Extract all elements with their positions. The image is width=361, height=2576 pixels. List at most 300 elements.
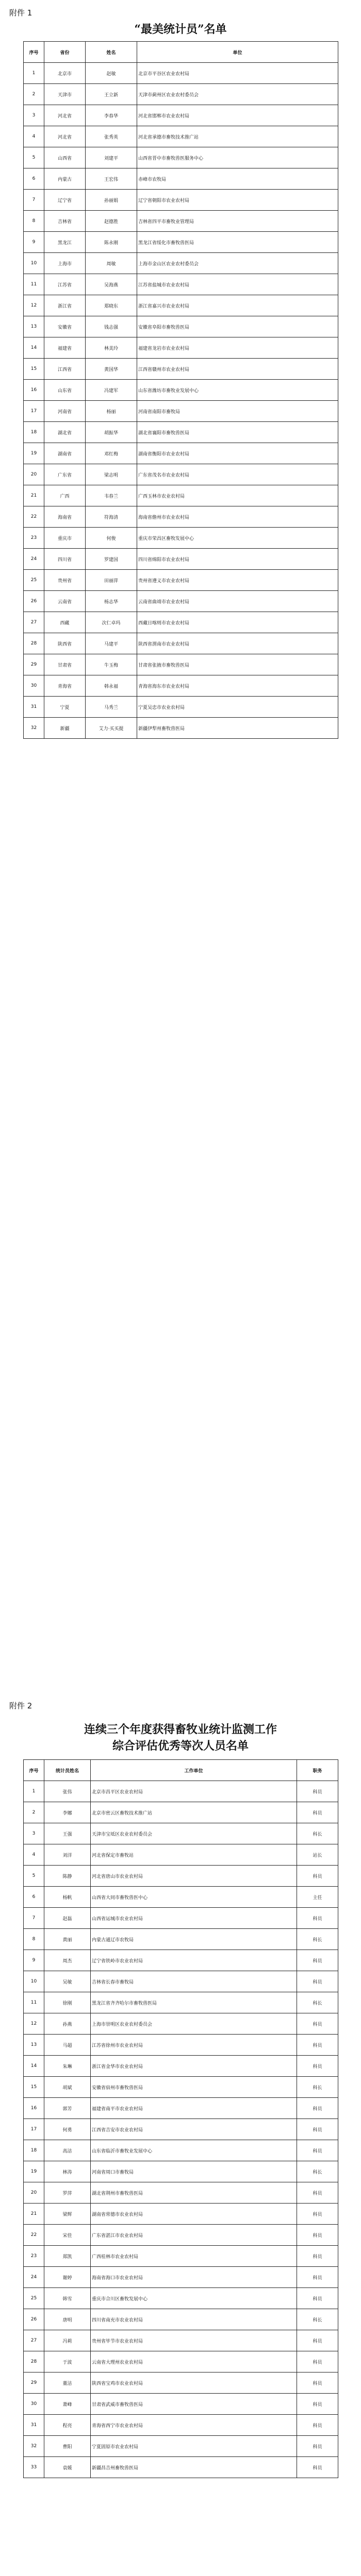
table-cell: 青海省西宁市农业农村局 xyxy=(91,2415,297,2436)
table-cell: 山西省晋中市畜牧兽医服务中心 xyxy=(137,147,338,168)
table-cell: 河北省 xyxy=(44,126,86,147)
table-cell: 于波 xyxy=(44,2351,91,2372)
table-cell: 33 xyxy=(24,2457,44,2478)
table-cell: 新疆伊犁州畜牧兽医局 xyxy=(137,718,338,739)
table-cell: 9 xyxy=(24,1950,44,1971)
table-cell: 陕西省宝鸡市农业农村局 xyxy=(91,2372,297,2394)
table-row xyxy=(24,2267,338,2288)
table-row xyxy=(24,2415,338,2436)
table-cell: 周敏 xyxy=(86,253,137,274)
table-cell: 3 xyxy=(24,1823,44,1844)
table-cell: 宁夏固原市农业农村局 xyxy=(91,2436,297,2457)
table-cell: 内蒙古通辽市农牧局 xyxy=(91,1929,297,1950)
table-cell: 23 xyxy=(24,528,44,549)
table-row xyxy=(24,485,338,506)
table-cell: 1 xyxy=(24,63,44,84)
table-cell: 北京市昌平区农业农村局 xyxy=(91,1781,297,1802)
table-cell: 梁辉 xyxy=(44,2204,91,2225)
table-cell: 陈永刚 xyxy=(86,232,137,253)
table-cell: 河北省承德市畜牧技术推广站 xyxy=(137,126,338,147)
table-cell: 西藏日喀则市农业农村局 xyxy=(137,612,338,633)
table-cell: 广西桂林市农业农村局 xyxy=(91,2246,297,2267)
table-row xyxy=(24,2204,338,2225)
table-cell: 科员 xyxy=(297,2098,338,2119)
annex2-header-cell: 序号 xyxy=(24,1760,44,1781)
table-row xyxy=(24,2394,338,2415)
table-row xyxy=(24,2372,338,2394)
table-row xyxy=(24,401,338,422)
table-cell: 程亮 xyxy=(44,2415,91,2436)
table-row xyxy=(24,2035,338,2056)
table-row xyxy=(24,2056,338,2077)
table-cell: 科员 xyxy=(297,2351,338,2372)
table-cell: 杨丽 xyxy=(86,401,137,422)
table-cell: 刘洋 xyxy=(44,1844,91,1866)
table-cell: 28 xyxy=(24,2351,44,2372)
table-cell: 曹阳 xyxy=(44,2436,91,2457)
table-cell: 李娜 xyxy=(44,1802,91,1823)
table-cell: 赵德胜 xyxy=(86,211,137,232)
table-cell: 科员 xyxy=(297,1971,338,1992)
table-row xyxy=(24,147,338,168)
table-row xyxy=(24,295,338,316)
table-cell: 邓红梅 xyxy=(86,443,137,464)
table-cell: 北京市平谷区农业农村局 xyxy=(137,63,338,84)
table-cell: 四川省 xyxy=(44,549,86,570)
table-row xyxy=(24,549,338,570)
table-cell: 冯建军 xyxy=(86,380,137,401)
table-cell: 董洁 xyxy=(44,2372,91,2394)
table-cell: 艾力·买买提 xyxy=(86,718,137,739)
table-cell: 江西省赣州市农业农村局 xyxy=(137,359,338,380)
table-cell: 科员 xyxy=(297,2372,338,2394)
table-cell: 陈静 xyxy=(44,1866,91,1887)
table-cell: 主任 xyxy=(297,1887,338,1908)
table-cell: 25 xyxy=(24,2288,44,2309)
table-cell: 吉林省 xyxy=(44,211,86,232)
table-cell: 科员 xyxy=(297,2204,338,2225)
table-cell: 科员 xyxy=(297,2119,338,2140)
table-cell: 科长 xyxy=(297,2161,338,2182)
annex2-label: 附件 2 xyxy=(9,1701,32,1710)
table-cell: 湖南省衡阳市农业农村局 xyxy=(137,443,338,464)
table-cell: 吴海燕 xyxy=(86,274,137,295)
table-cell: 科长 xyxy=(297,2309,338,2330)
table-cell: 赵敏 xyxy=(86,63,137,84)
table-cell: 新疆 xyxy=(44,718,86,739)
table-cell: 科员 xyxy=(297,1802,338,1823)
annex1-header-cell: 姓名 xyxy=(86,42,137,63)
annex1-header-cell: 单位 xyxy=(137,42,338,63)
annex1-header-cell: 序号 xyxy=(24,42,44,63)
table-cell: 符海清 xyxy=(86,506,137,528)
table-cell: 北京市密云区畜牧技术推广站 xyxy=(91,1802,297,1823)
table-cell: 浙江省嘉兴市农业农村局 xyxy=(137,295,338,316)
table-cell: 新疆昌吉州畜牧兽医局 xyxy=(91,2457,297,2478)
table-row xyxy=(24,1887,338,1908)
table-cell: 19 xyxy=(24,443,44,464)
table-cell: 杨帆 xyxy=(44,1887,91,1908)
table-cell: 河南省周口市畜牧局 xyxy=(91,2161,297,2182)
table-row xyxy=(24,2140,338,2161)
table-cell: 10 xyxy=(24,1971,44,1992)
table-cell: 18 xyxy=(24,422,44,443)
table-cell: 科员 xyxy=(297,2394,338,2415)
table-cell: 湖南省 xyxy=(44,443,86,464)
annex2-header-cell: 统计员姓名 xyxy=(44,1760,91,1781)
table-row xyxy=(24,654,338,675)
table-cell: 黄国华 xyxy=(86,359,137,380)
table-row xyxy=(24,316,338,337)
table-cell: 河南省南阳市畜牧局 xyxy=(137,401,338,422)
table-cell: 26 xyxy=(24,2309,44,2330)
table-cell: 25 xyxy=(24,570,44,591)
table-cell: 杨志华 xyxy=(86,591,137,612)
table-cell: 8 xyxy=(24,211,44,232)
table-cell: 西藏 xyxy=(44,612,86,633)
table-cell: 安徽省 xyxy=(44,316,86,337)
table-cell: 钱志强 xyxy=(86,316,137,337)
table-row xyxy=(24,2246,338,2267)
table-row xyxy=(24,443,338,464)
table-cell: 9 xyxy=(24,232,44,253)
table-cell: 河北省唐山市农业农村局 xyxy=(91,1866,297,1887)
table-cell: 黄丽 xyxy=(44,1929,91,1950)
table-cell: 安徽省阜阳市畜牧兽医局 xyxy=(137,316,338,337)
table-row xyxy=(24,1908,338,1929)
table-row xyxy=(24,2013,338,2035)
table-cell: 海南省 xyxy=(44,506,86,528)
table-row xyxy=(24,675,338,697)
table-row xyxy=(24,232,338,253)
table-cell: 27 xyxy=(24,2330,44,2351)
table-row xyxy=(24,190,338,211)
table-row xyxy=(24,1971,338,1992)
table-row xyxy=(24,105,338,126)
table-row xyxy=(24,126,338,147)
table-cell: 四川省绵阳市农业农村局 xyxy=(137,549,338,570)
table-cell: 30 xyxy=(24,675,44,697)
table-cell: 湖北省襄阳市畜牧兽医局 xyxy=(137,422,338,443)
table-cell: 刘建平 xyxy=(86,147,137,168)
table-cell: 河北省保定市畜牧站 xyxy=(91,1844,297,1866)
annex2-title-line1: 连续三个年度获得畜牧业统计监测工作 xyxy=(84,1723,277,1736)
table-cell: 11 xyxy=(24,274,44,295)
table-row xyxy=(24,2119,338,2140)
table-cell: 朱琳 xyxy=(44,2056,91,2077)
table-cell: 重庆市 xyxy=(44,528,86,549)
table-cell: 青海省海东市农业农村局 xyxy=(137,675,338,697)
table-cell: 31 xyxy=(24,2415,44,2436)
table-row xyxy=(24,1823,338,1844)
table-cell: 16 xyxy=(24,380,44,401)
table-cell: 重庆市荣昌区畜牧发展中心 xyxy=(137,528,338,549)
table-cell: 天津市宝坻区农业农村委员会 xyxy=(91,1823,297,1844)
table-cell: 马超 xyxy=(44,2035,91,2056)
table-cell: 陕西省 xyxy=(44,633,86,654)
table-cell: 甘肃省张掖市畜牧兽医局 xyxy=(137,654,338,675)
table-cell: 山西省运城市农业农村局 xyxy=(91,1908,297,1929)
table-cell: 浙江省 xyxy=(44,295,86,316)
table-cell: 科员 xyxy=(297,2330,338,2351)
table-cell: 青海省 xyxy=(44,675,86,697)
table-row xyxy=(24,1866,338,1887)
table-cell: 何勇 xyxy=(44,2119,91,2140)
table-cell: 黑龙江省绥化市畜牧兽医局 xyxy=(137,232,338,253)
table-cell: 吴敏 xyxy=(44,1971,91,1992)
table-row xyxy=(24,1781,338,1802)
table-cell: 福建省 xyxy=(44,337,86,359)
table-cell: 站长 xyxy=(297,1844,338,1866)
table-cell: 科员 xyxy=(297,2267,338,2288)
table-cell: 19 xyxy=(24,2161,44,2182)
table-cell: 重庆市合川区畜牧发展中心 xyxy=(91,2288,297,2309)
table-row xyxy=(24,422,338,443)
table-cell: 唐明 xyxy=(44,2309,91,2330)
table-cell: 上海市金山区农业农村委员会 xyxy=(137,253,338,274)
table-cell: 12 xyxy=(24,295,44,316)
table-cell: 科员 xyxy=(297,1950,338,1971)
table-row xyxy=(24,1950,338,1971)
table-cell: 江西省 xyxy=(44,359,86,380)
table-cell: 辽宁省铁岭市农业农村局 xyxy=(91,1950,297,1971)
table-cell: 24 xyxy=(24,549,44,570)
table-row xyxy=(24,2436,338,2457)
table-cell: 科长 xyxy=(297,1823,338,1844)
table-cell: 王立新 xyxy=(86,84,137,105)
table-cell: 7 xyxy=(24,190,44,211)
table-cell: 海南省海口市农业农村局 xyxy=(91,2267,297,2288)
table-cell: 张伟 xyxy=(44,1781,91,1802)
table-cell: 32 xyxy=(24,718,44,739)
table-cell: 高洁 xyxy=(44,2140,91,2161)
table-cell: 天津市 xyxy=(44,84,86,105)
table-cell: 吉林省长春市畜牧局 xyxy=(91,1971,297,1992)
annex1-table xyxy=(23,41,338,739)
table-cell: 科员 xyxy=(297,2288,338,2309)
table-cell: 何俊 xyxy=(86,528,137,549)
table-row xyxy=(24,1929,338,1950)
annex2-header-cell: 工作单位 xyxy=(91,1760,297,1781)
table-cell: 林美玲 xyxy=(86,337,137,359)
table-cell: 科员 xyxy=(297,2140,338,2161)
table-cell: 郑晓东 xyxy=(86,295,137,316)
table-row xyxy=(24,2309,338,2330)
table-cell: 胡振华 xyxy=(86,422,137,443)
table-cell: 田丽萍 xyxy=(86,570,137,591)
table-row xyxy=(24,1802,338,1823)
table-cell: 甘肃省武威市畜牧兽医局 xyxy=(91,2394,297,2415)
table-cell: 11 xyxy=(24,1992,44,2013)
table-cell: 22 xyxy=(24,2225,44,2246)
table-cell: 26 xyxy=(24,591,44,612)
table-cell: 郭芳 xyxy=(44,2098,91,2119)
table-cell: 王强 xyxy=(44,1823,91,1844)
table-row xyxy=(24,528,338,549)
table-row xyxy=(24,380,338,401)
table-cell: 山东省 xyxy=(44,380,86,401)
table-cell: 河北省 xyxy=(44,105,86,126)
table-cell: 17 xyxy=(24,401,44,422)
table-cell: 山东省临沂市畜牧业发展中心 xyxy=(91,2140,297,2161)
table-cell: 安徽省宿州市畜牧兽医局 xyxy=(91,2077,297,2098)
table-cell: 梁志明 xyxy=(86,464,137,485)
annex1-title: “最美统计员”名单 xyxy=(134,23,227,36)
table-cell: 北京市 xyxy=(44,63,86,84)
table-cell: 谢婷 xyxy=(44,2267,91,2288)
table-cell: 31 xyxy=(24,697,44,718)
table-cell: 海南省儋州市农业农村局 xyxy=(137,506,338,528)
table-cell: 科员 xyxy=(297,2457,338,2478)
table-cell: 6 xyxy=(24,168,44,190)
table-cell: 湖北省荆州市畜牧兽医局 xyxy=(91,2182,297,2204)
table-cell: 福建省龙岩市农业农村局 xyxy=(137,337,338,359)
table-cell: 2 xyxy=(24,84,44,105)
table-cell: 7 xyxy=(24,1908,44,1929)
table-cell: 30 xyxy=(24,2394,44,2415)
table-cell: 27 xyxy=(24,612,44,633)
table-cell: 贵州省 xyxy=(44,570,86,591)
table-cell: 科员 xyxy=(297,2182,338,2204)
table-cell: 29 xyxy=(24,2372,44,2394)
table-cell: 贵州省遵义市农业农村局 xyxy=(137,570,338,591)
table-cell: 科员 xyxy=(297,2246,338,2267)
table-cell: 1 xyxy=(24,1781,44,1802)
table-cell: 3 xyxy=(24,105,44,126)
annex1-header-row xyxy=(24,42,338,63)
table-cell: 孙丽娟 xyxy=(86,190,137,211)
table-cell: 次仁卓玛 xyxy=(86,612,137,633)
table-row xyxy=(24,1992,338,2013)
table-cell: 宋佳 xyxy=(44,2225,91,2246)
table-cell: 科员 xyxy=(297,1908,338,1929)
table-cell: 广东省湛江市农业农村局 xyxy=(91,2225,297,2246)
table-row xyxy=(24,2225,338,2246)
table-cell: 王宏伟 xyxy=(86,168,137,190)
table-cell: 黑龙江 xyxy=(44,232,86,253)
table-cell: 8 xyxy=(24,1929,44,1950)
table-cell: 宁夏 xyxy=(44,697,86,718)
table-cell: 云南省大理州农业农村局 xyxy=(91,2351,297,2372)
table-cell: 科长 xyxy=(297,1929,338,1950)
table-cell: 广东省茂名市农业农村局 xyxy=(137,464,338,485)
table-cell: 福建省南平市农业农村局 xyxy=(91,2098,297,2119)
table-cell: 山西省 xyxy=(44,147,86,168)
table-cell: 赵磊 xyxy=(44,1908,91,1929)
table-cell: 4 xyxy=(24,1844,44,1866)
table-cell: 韩永福 xyxy=(86,675,137,697)
table-cell: 科员 xyxy=(297,2436,338,2457)
table-cell: 28 xyxy=(24,633,44,654)
table-cell: 黑龙江省齐齐哈尔市畜牧兽医局 xyxy=(91,1992,297,2013)
table-cell: 吉林省四平市畜牧业管理局 xyxy=(137,211,338,232)
table-cell: 韦春兰 xyxy=(86,485,137,506)
table-cell: 5 xyxy=(24,1866,44,1887)
table-cell: 河北省邯郸市农业农村局 xyxy=(137,105,338,126)
table-cell: 上海市 xyxy=(44,253,86,274)
table-cell: 广东省 xyxy=(44,464,86,485)
table-cell: 江苏省徐州市农业农村局 xyxy=(91,2035,297,2056)
table-cell: 牛玉梅 xyxy=(86,654,137,675)
table-cell: 湖北省 xyxy=(44,422,86,443)
table-row xyxy=(24,2077,338,2098)
table-cell: 李春华 xyxy=(86,105,137,126)
table-row xyxy=(24,2330,338,2351)
table-cell: 山东省潍坊市畜牧业发展中心 xyxy=(137,380,338,401)
table-cell: 甘肃省 xyxy=(44,654,86,675)
table-cell: 胡斌 xyxy=(44,2077,91,2098)
table-cell: 10 xyxy=(24,253,44,274)
annex1-header-cell: 省份 xyxy=(44,42,86,63)
table-cell: 13 xyxy=(24,316,44,337)
table-cell: 科员 xyxy=(297,2013,338,2035)
table-cell: 18 xyxy=(24,2140,44,2161)
table-cell: 科员 xyxy=(297,2225,338,2246)
table-cell: 贵州省毕节市农业农村局 xyxy=(91,2330,297,2351)
table-cell: 15 xyxy=(24,2077,44,2098)
table-cell: 5 xyxy=(24,147,44,168)
table-cell: 辽宁省朝阳市农业农村局 xyxy=(137,190,338,211)
table-cell: 赤峰市农牧局 xyxy=(137,168,338,190)
table-cell: 21 xyxy=(24,2204,44,2225)
table-cell: 四川省南充市农业农村局 xyxy=(91,2309,297,2330)
table-cell: 江西省吉安市农业农村局 xyxy=(91,2119,297,2140)
table-cell: 24 xyxy=(24,2267,44,2288)
table-cell: 宁夏吴忠市农业农村局 xyxy=(137,697,338,718)
table-cell: 科员 xyxy=(297,2056,338,2077)
table-cell: 山西省大同市畜牧兽医中心 xyxy=(91,1887,297,1908)
table-row xyxy=(24,274,338,295)
table-row xyxy=(24,2351,338,2372)
table-row xyxy=(24,570,338,591)
table-cell: 郑凯 xyxy=(44,2246,91,2267)
table-row xyxy=(24,2182,338,2204)
table-cell: 周杰 xyxy=(44,1950,91,1971)
table-cell: 江苏省 xyxy=(44,274,86,295)
table-cell: 湖南省常德市农业农村局 xyxy=(91,2204,297,2225)
table-cell: 上海市崇明区农业农村委员会 xyxy=(91,2013,297,2035)
table-cell: 14 xyxy=(24,337,44,359)
table-cell: 科员 xyxy=(297,1781,338,1802)
table-cell: 河南省 xyxy=(44,401,86,422)
table-cell: 云南省曲靖市农业农村局 xyxy=(137,591,338,612)
table-cell: 22 xyxy=(24,506,44,528)
table-cell: 20 xyxy=(24,2182,44,2204)
table-cell: 15 xyxy=(24,359,44,380)
table-cell: 科长 xyxy=(297,2077,338,2098)
table-cell: 12 xyxy=(24,2013,44,2035)
annex2-title-line2: 综合评估优秀等次人员名单 xyxy=(112,1739,249,1753)
annex1-label: 附件 1 xyxy=(9,8,32,18)
table-row xyxy=(24,591,338,612)
annex2-table xyxy=(23,1759,338,2478)
table-cell: 辽宁省 xyxy=(44,190,86,211)
table-cell: 浙江省金华市农业农村局 xyxy=(91,2056,297,2077)
table-cell: 冯莉 xyxy=(44,2330,91,2351)
table-cell: 16 xyxy=(24,2098,44,2119)
table-cell: 广西 xyxy=(44,485,86,506)
table-cell: 孙燕 xyxy=(44,2013,91,2035)
table-cell: 23 xyxy=(24,2246,44,2267)
table-row xyxy=(24,612,338,633)
table-cell: 32 xyxy=(24,2436,44,2457)
table-cell: 2 xyxy=(24,1802,44,1823)
table-row xyxy=(24,464,338,485)
table-cell: 马秀兰 xyxy=(86,697,137,718)
table-row xyxy=(24,2161,338,2182)
table-row xyxy=(24,633,338,654)
table-cell: 张秀英 xyxy=(86,126,137,147)
